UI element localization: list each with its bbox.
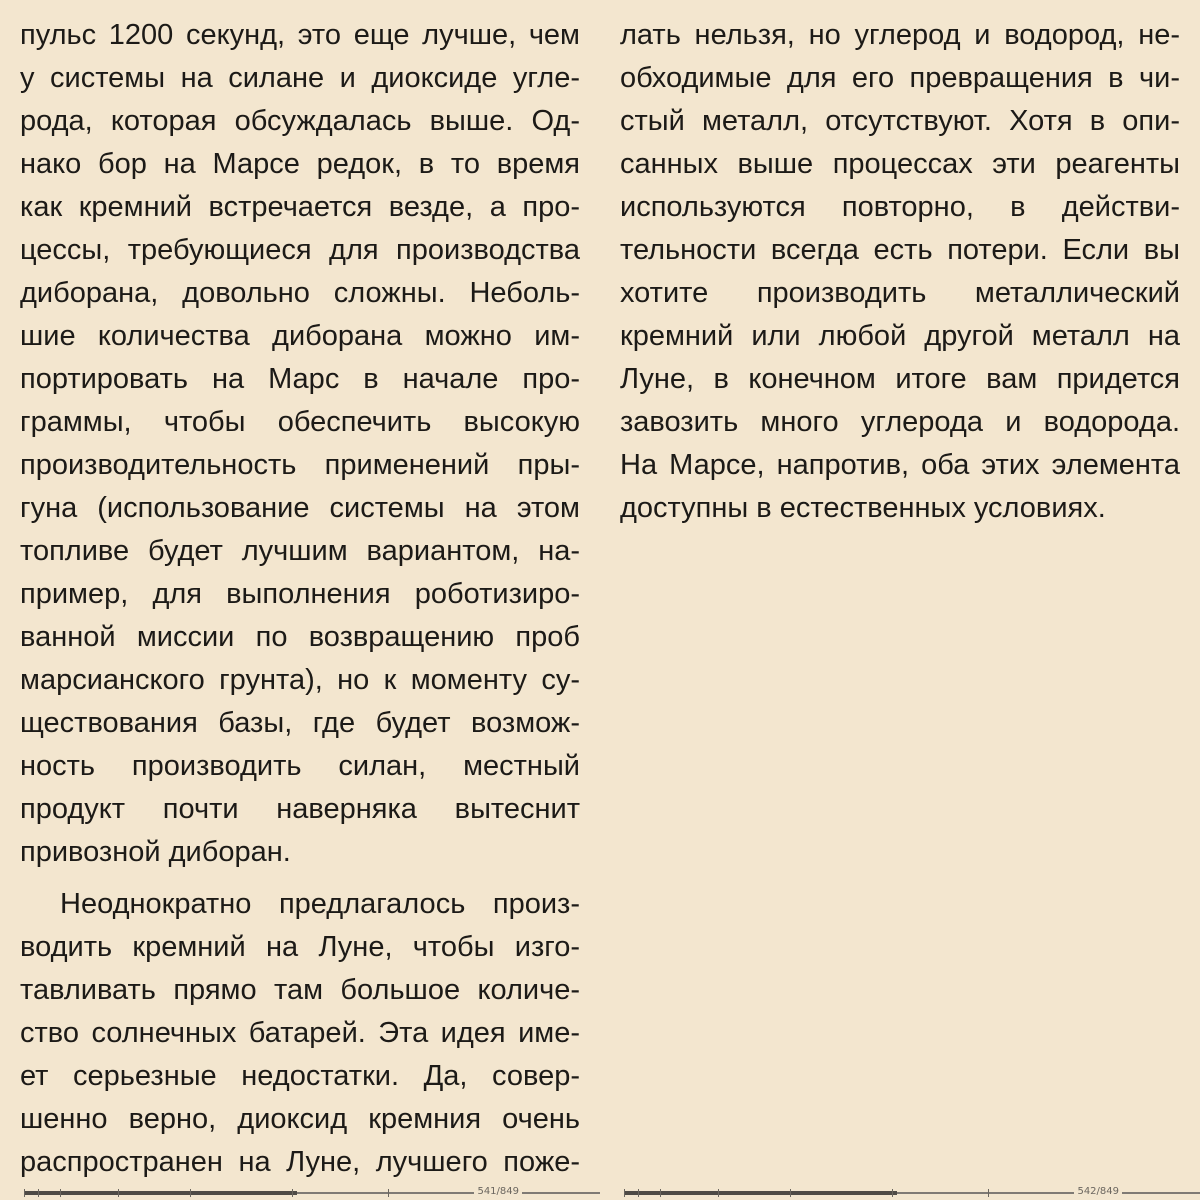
text-line: пульс 1200 секунд, это еще лучше, чем [20, 19, 580, 51]
text-line: шенно верно, диоксид кремния очень [20, 1103, 580, 1135]
text-line: кремний или любой другой металл на [620, 320, 1180, 352]
text-line: как кремний встречается везде, а про- [20, 191, 580, 223]
text-line: привозной диборан. [20, 836, 291, 868]
page-indicator: 541/849 [474, 1185, 522, 1199]
progress-fill [24, 1191, 297, 1195]
text-line: тельности всегда есть потери. Если вы [620, 234, 1180, 266]
progress-tick [38, 1189, 39, 1197]
text-line: водить кремний на Луне, чтобы изго- [20, 931, 580, 963]
text-line: ность производить силан, местный [20, 750, 580, 782]
text-line: ство солнечных батарей. Эта идея име- [20, 1017, 580, 1049]
text-line: производительность применений пры- [20, 449, 580, 481]
progress-tick [118, 1189, 119, 1197]
text-line: используются повторно, в действи- [620, 191, 1180, 223]
progress-tick [292, 1189, 293, 1197]
text-line: граммы, чтобы обеспечить высокую [20, 406, 580, 438]
text-line: обходимые для его превращения в чи- [620, 62, 1180, 94]
text-line: гуна (использование системы на этом [20, 492, 580, 524]
text-line: ванной миссии по возвращению проб [20, 621, 580, 653]
text-line: Луне, в конечном итоге вам придется [620, 363, 1180, 395]
right-page [600, 0, 1200, 1200]
text-line: хотите производить металлический [620, 277, 1180, 309]
text-line: санных выше процессах эти реагенты [620, 148, 1180, 180]
progress-tick [624, 1189, 625, 1197]
text-line: ет серьезные недостатки. Да, совер- [20, 1060, 580, 1092]
progress-tick [988, 1189, 989, 1197]
page-indicator: 542/849 [1074, 1185, 1122, 1199]
text-line: топливе будет лучшим вариантом, на- [20, 535, 580, 567]
paragraph-gap [20, 874, 580, 883]
progress-tick [638, 1189, 639, 1197]
text-line: Неоднократно предлагалось произ- [60, 888, 580, 920]
text-line: стый металл, отсутствуют. Хотя в опи- [620, 105, 1180, 137]
text-line: у системы на силане и диоксиде угле- [20, 62, 580, 94]
text-line: шие количества диборана можно им- [20, 320, 580, 352]
text-line: портировать на Марс в начале про- [20, 363, 580, 395]
right-page-text [620, 14, 1180, 530]
text-line: распространен на Луне, лучшего поже- [20, 1146, 580, 1178]
progress-tick [60, 1189, 61, 1197]
progress-tick [388, 1189, 389, 1197]
progress-tick [190, 1189, 191, 1197]
left-page-progress-bar[interactable] [0, 1186, 600, 1200]
progress-fill [624, 1191, 897, 1195]
text-line: цессы, требующиеся для производства [20, 234, 580, 266]
text-line: диборана, довольно сложны. Неболь- [20, 277, 580, 309]
text-line: завозить много углерода и водорода. [620, 406, 1180, 438]
text-line: лать нельзя, но углерод и водород, не- [620, 19, 1180, 51]
right-page-progress-bar[interactable] [600, 1186, 1200, 1200]
progress-tick [892, 1189, 893, 1197]
left-page-paragraphs [20, 14, 580, 1184]
progress-tick [660, 1189, 661, 1197]
text-line: тавливать прямо там большое количе- [20, 974, 580, 1006]
progress-tick [718, 1189, 719, 1197]
left-page-text [20, 14, 580, 1184]
text-line: марсианского грунта), но к моменту су- [20, 664, 580, 696]
text-line: На Марсе, напротив, оба этих элемента [620, 449, 1180, 481]
progress-tick [24, 1189, 25, 1197]
text-line: нако бор на Марсе редок, в то время [20, 148, 580, 180]
text-line: пример, для выполнения роботизиро- [20, 578, 580, 610]
text-line: рода, которая обсуждалась выше. Од- [20, 105, 580, 137]
right-page-paragraphs [620, 14, 1180, 530]
text-line: ществования базы, где будет возмож- [20, 707, 580, 739]
progress-tick [790, 1189, 791, 1197]
text-line: продукт почти наверняка вытеснит [20, 793, 580, 825]
text-line: доступны в естественных условиях. [620, 492, 1106, 524]
